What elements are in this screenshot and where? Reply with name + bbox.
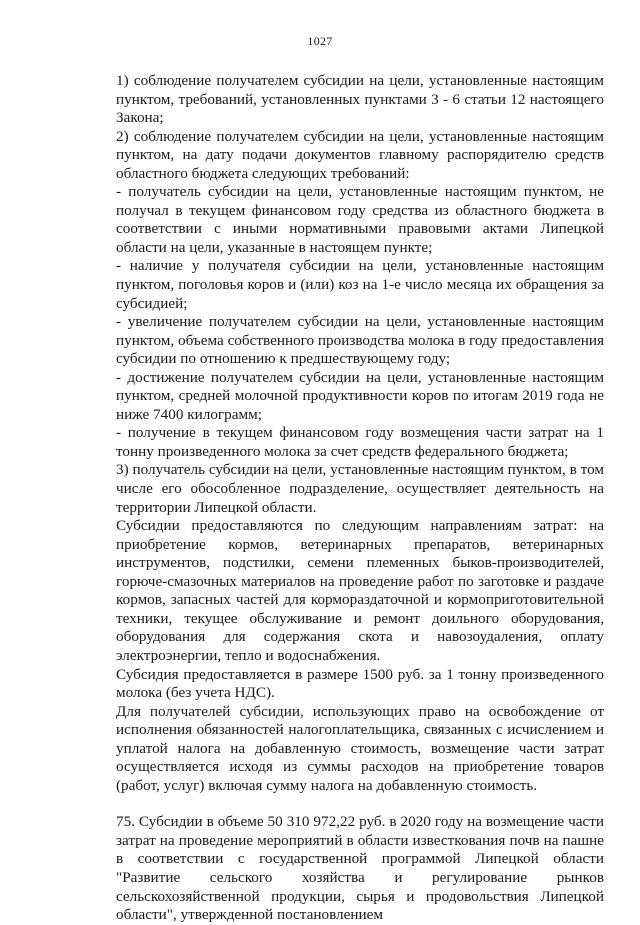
paragraph-1: 1) соблюдение получателем субсидии на цели, установленные настоящим пунктом, требований, установленных пунктами 3 - 6 статьи 12 настоящего Закона; — [116, 72, 604, 127]
paragraph-3: - получатель субсидии на цели, установленные настоящим пунктом, не получал в текущем финансовом году средства из областного бюджета в соответствии с иными нормативными правовыми актами Липецкой области на цели, указанные в настоящем пункте; — [116, 183, 604, 256]
paragraph-6: - достижение получателем субсидии на цели, установленные настоящим пунктом, средней молочной продуктивности коров по итогам 2019 года не ниже 7400 килограмм; — [116, 368, 604, 423]
paragraph-5: - увеличение получателем субсидии на цели, установленные настоящим пунктом, объема собственного производства молока в году предоставления субсидии по отношению к предшествующему году; — [116, 313, 604, 368]
paragraph-12: 75. Субсидии в объеме 50 310 972,22 руб. в 2020 году на возмещение части затрат на проведение мероприятий в области известкования почв на пашне в соответствии с государственной программой Липецкой области "Развитие сельского хозяйства и регулирование рынков сельскохозяйственной продукции, сырья и продовольствия Липецкой области", утвержденной постановлением — [116, 813, 604, 924]
paragraph-2: 2) соблюдение получателем субсидии на цели, установленные настоящим пунктом, на дату подачи документов главному распорядителю средств областного бюджета следующих требований: — [116, 127, 604, 182]
paragraph-11: Для получателей субсидии, использующих право на освобождение от исполнения обязанностей налогоплательщика, связанных с исчислением и уплатой налога на добавленную стоимость, возмещение части затрат осуществляется исходя из суммы расходов на приобретение товаров (работ, услуг) включая сумму налога на добавленную стоимость. — [116, 702, 604, 794]
paragraph-8: 3) получатель субсидии на цели, установленные настоящим пунктом, в том числе его обособленное подразделение, осуществляет деятельность на территории Липецкой области. — [116, 461, 604, 516]
document-body — [116, 72, 604, 925]
paragraph-9: Субсидии предоставляются по следующим направлениям затрат: на приобретение кормов, ветеринарных препаратов, ветеринарных инструментов, подстилки, семени племенных быков-производителей, горюче-смазочных материалов на проведение работ по заготовке и раздаче кормов, запасных частей для кормораздаточной и кормоприготовительной техники, текущее обслуживание и ремонт доильного оборудования, оборудования для содержания скота и навозоудаления, оплату электроэнергии, тепло и водоснабжения. — [116, 517, 604, 664]
paragraph-10: Субсидия предоставляется в размере 1500 руб. за 1 тонну произведенного молока (без учета НДС). — [116, 665, 604, 702]
paragraph-7: - получение в текущем финансовом году возмещения части затрат на 1 тонну произведенного молока за счет средств федерального бюджета; — [116, 424, 604, 460]
paragraph-4: - наличие у получателя субсидии на цели, установленные настоящим пунктом, поголовья коров и (или) коз на 1-е число месяца их обращения за субсидией; — [116, 257, 604, 312]
page-number: 1027 — [307, 34, 333, 48]
